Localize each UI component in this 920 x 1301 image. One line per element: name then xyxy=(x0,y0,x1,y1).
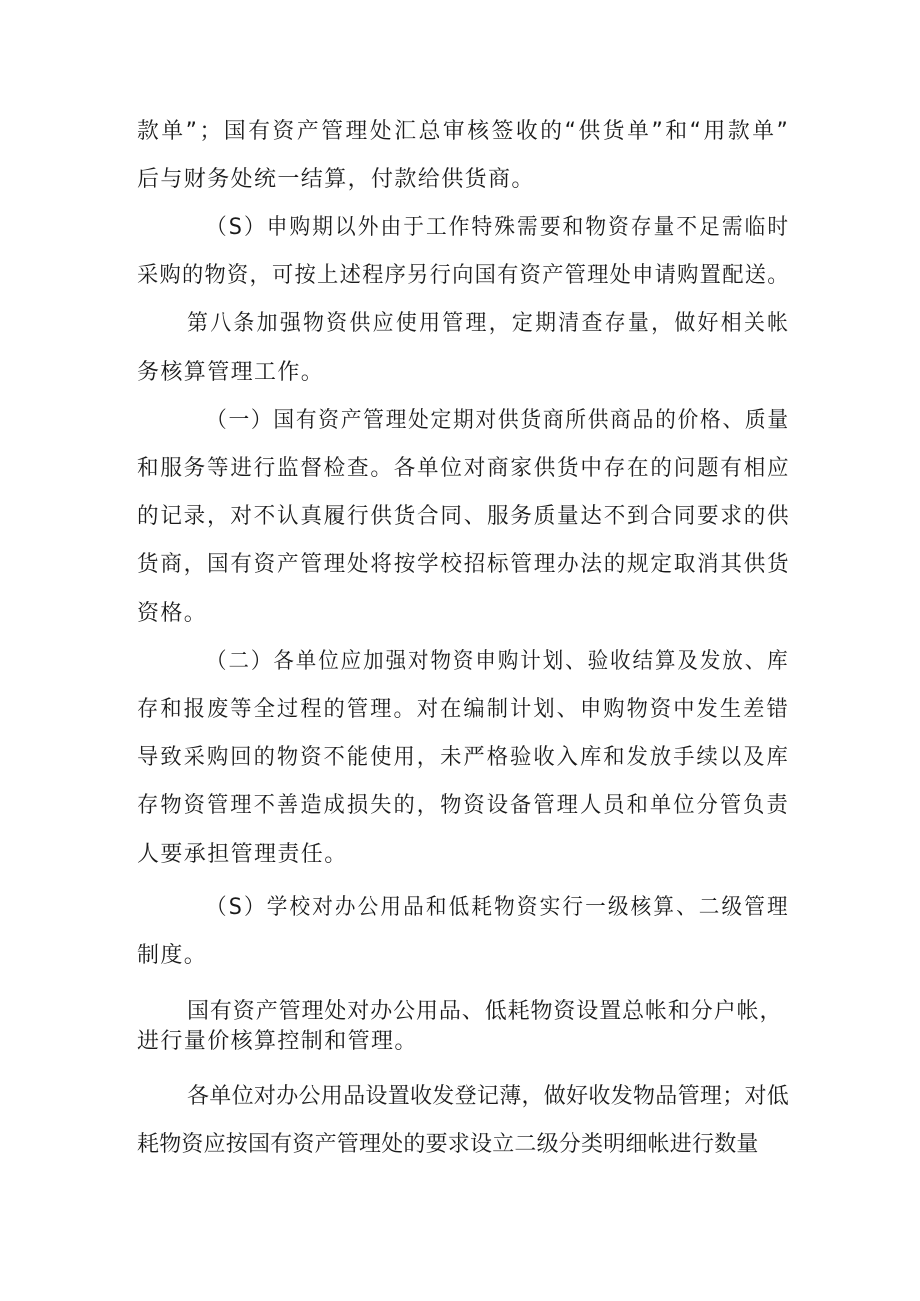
text-line: 存和报废等全过程的管理。对在编制计划、申购物资中发生差错 xyxy=(137,697,790,722)
text-line: 货商，国有资产管理处将按学校招标管理办法的规定取消其供货 xyxy=(137,552,791,577)
text-line: 和服务等进行监督检查。各单位对商家供货中存在的问题有相应 xyxy=(137,456,791,481)
text-line: 第八条加强物资供应使用管理，定期清查存量，做好相关帐 xyxy=(187,311,791,336)
text-line: （一）国有资产管理处定期对供货商所供商品的价格、质量 xyxy=(206,408,790,433)
text-line: 各单位对办公用品设置收发登记薄，做好收发物品管理；对低 xyxy=(187,1084,790,1109)
text-line: 导致采购回的物资不能使用，未严格验收入库和发放手续以及库 xyxy=(137,745,790,770)
text-line: 耗物资应按国有资产管理处的要求设立二级分类明细帐进行数量 xyxy=(137,1132,759,1157)
text-line: （S）学校对办公用品和低耗物资实行一级核算、二级管理 xyxy=(206,895,790,920)
text-line: 国有资产管理处对办公用品、低耗物资设置总帐和分户帐， xyxy=(187,999,783,1024)
text-line: 制度。 xyxy=(137,943,208,968)
text-line: 款单”；国有资产管理处汇总审核签收的“供货单”和“用款单” xyxy=(137,119,791,144)
text-line: 资格。 xyxy=(137,601,208,626)
text-line: 存物资管理不善造成损失的，物资设备管理人员和单位分管负责 xyxy=(137,793,790,818)
text-line: 务核算管理工作。 xyxy=(137,360,325,385)
text-line: 的记录，对不认真履行供货合同、服务质量达不到合同要求的供 xyxy=(137,504,791,529)
text-line: 进行量价核算控制和管理。 xyxy=(137,1029,418,1054)
text-line: 采购的物资，可按上述程序另行向国有资产管理处申请购置配送。 xyxy=(137,263,790,288)
text-line: （S）申购期以外由于工作特殊需要和物资存量不足需临时 xyxy=(206,215,791,240)
text-line: 人要承担管理责任。 xyxy=(137,842,348,867)
text-line: （二）各单位应加强对物资申购计划、验收结算及发放、库 xyxy=(206,649,790,674)
text-line: 后与财务处统一结算，付款给供货商。 xyxy=(137,167,535,192)
